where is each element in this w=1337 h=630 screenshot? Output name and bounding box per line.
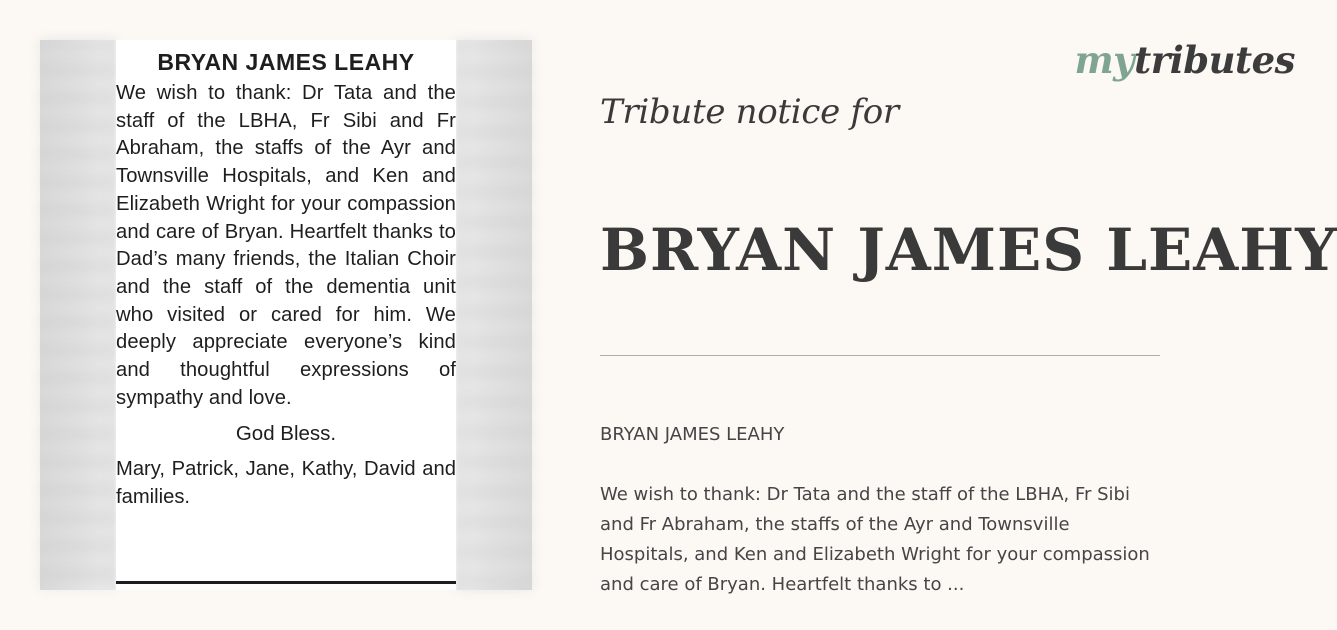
deceased-name-heading: BRYAN JAMES LEAHY	[600, 216, 1337, 284]
mytributes-logo	[1074, 36, 1295, 84]
notice-excerpt	[600, 390, 1160, 630]
clipping-bottom-rule	[116, 581, 456, 584]
clipping-title: BRYAN JAMES LEAHY	[157, 49, 415, 75]
excerpt-text: We wish to thank: Dr Tata and the staff of the LBHA, Fr Sibi and Fr Abraham, the staffs of the Ayr and Townsville Hospitals, and Ken and Elizabeth Wright for your compassion and care of Bryan. Heartfelt thanks to ...	[600, 484, 1150, 595]
clipping-body: We wish to thank: Dr Tata and the staff of the LBHA, Fr Sibi and Fr Abraham, the staffs of the Ayr and Townsville Hospitals, and Ken and Elizabeth Wright for your compassion and care of Bryan. Heartfelt thanks to Dad’s many friends, the Italian Choir and the staff of the dementia unit who visited or cared for him. We deeply appreciate everyone’s kind and thoughtful expressions of sympathy and love.	[116, 82, 456, 409]
logo-part-tributes: tributes	[1134, 38, 1295, 82]
clipping-blessing: God Bless.	[235, 422, 337, 446]
divider	[600, 355, 1160, 356]
clipping-signoff: Mary, Patrick, Jane, Kathy, David and families.	[116, 458, 456, 509]
logo-part-my: my	[1074, 38, 1135, 82]
newspaper-clipping	[116, 40, 456, 590]
notice-image	[40, 40, 532, 590]
tribute-notice-label: Tribute notice for	[600, 92, 899, 132]
excerpt-name: BRYAN JAMES LEAHY	[600, 424, 785, 445]
